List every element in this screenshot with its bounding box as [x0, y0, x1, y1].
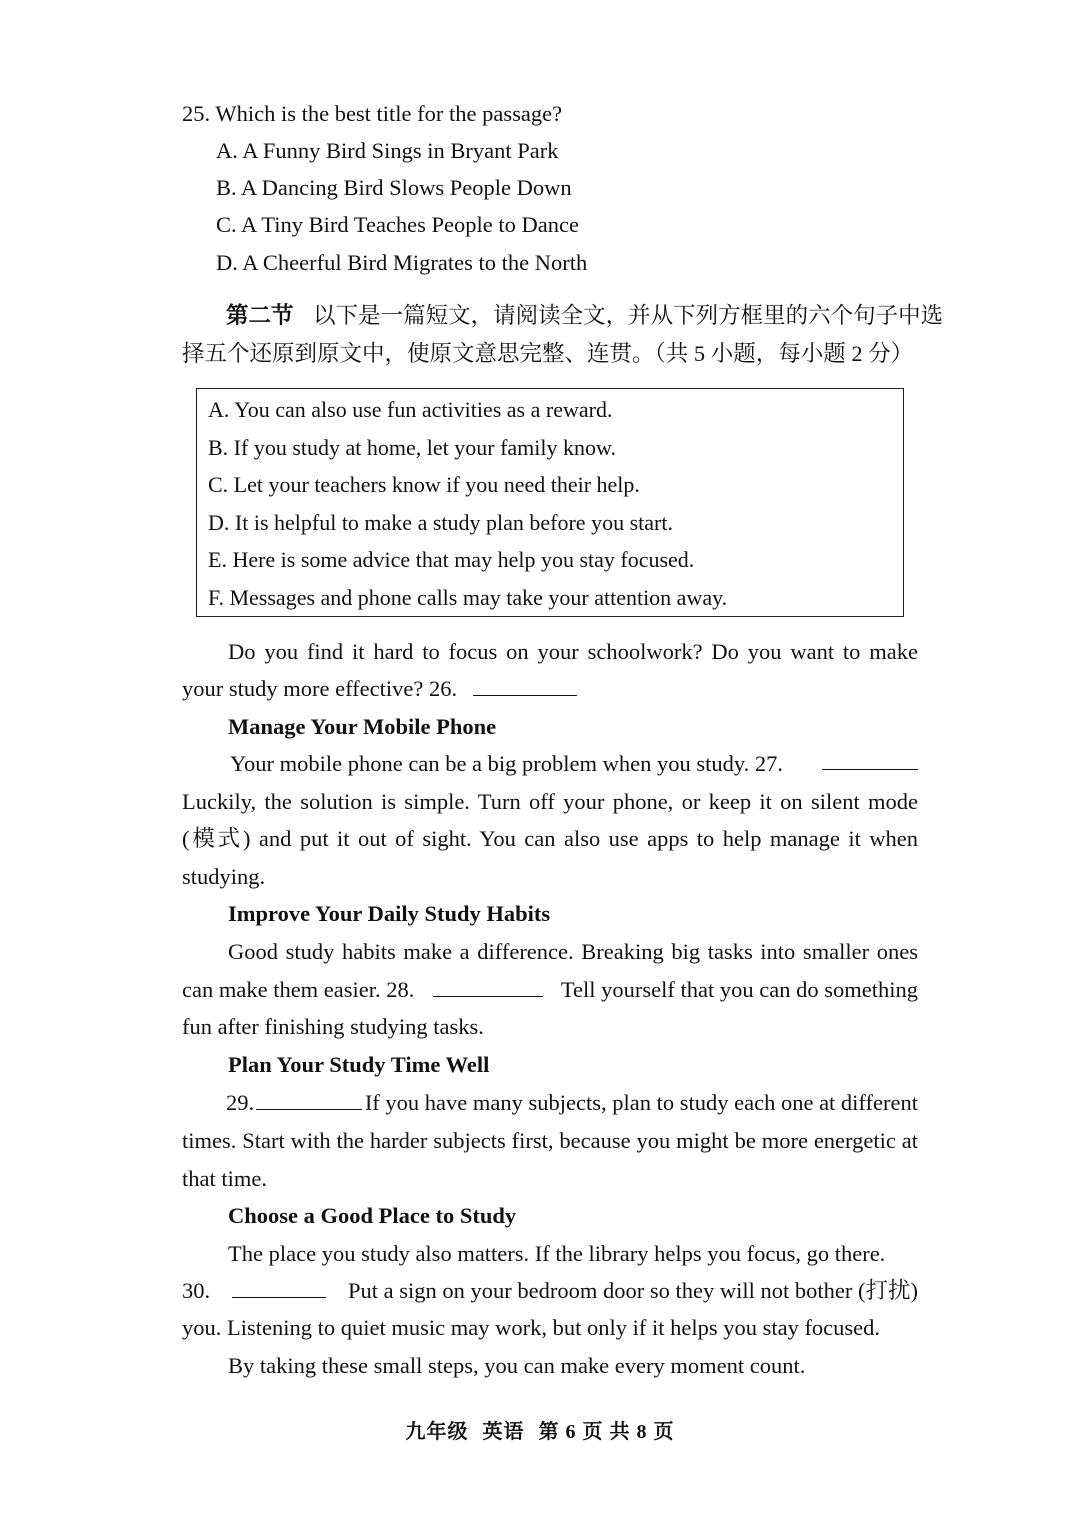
blank-30[interactable]: [232, 1277, 326, 1298]
section-instruction-line2: 择五个还原到原文中，使原文意思完整、连贯。（共 5 小题，每小题 2 分）: [182, 341, 914, 366]
p3-line1: [226, 1088, 918, 1118]
heading-study-place: Choose a Good Place to Study: [228, 1203, 517, 1228]
section-label: 第二节: [226, 303, 294, 328]
p3-line3: that time.: [182, 1166, 267, 1191]
section-instruction-line1: [226, 301, 944, 331]
section-instruction-text: 以下是一篇短文，请阅读全文，并从下列方框里的六个句子中选: [313, 303, 944, 328]
p1-line3: (模式) and put it out of sight. You can also use apps to help manage it when: [182, 826, 918, 851]
option-c: C. A Tiny Bird Teaches People to Dance: [216, 212, 579, 237]
p3-line1-text: If you have many subjects, plan to study each one at different: [364, 1090, 918, 1115]
blank-26[interactable]: [473, 675, 577, 696]
choice-d: D. It is helpful to make a study plan before you start.: [208, 510, 673, 535]
question-25: 25. Which is the best title for the passage?: [182, 101, 563, 126]
p4-line1: The place you study also matters. If the library helps you focus, go there.: [228, 1241, 886, 1266]
blank-27[interactable]: [822, 749, 918, 770]
p3-line2: times. Start with the harder subjects first, because you might be more energetic at: [182, 1128, 918, 1153]
page-footer: [0, 1418, 1080, 1446]
choice-b: B. If you study at home, let your family know.: [208, 435, 616, 460]
heading-study-time: Plan Your Study Time Well: [228, 1052, 490, 1077]
heading-study-habits: Improve Your Daily Study Habits: [228, 901, 551, 926]
footer-page: 第 6 页 共 8 页: [538, 1421, 675, 1443]
choice-f: F. Messages and phone calls may take your attention away.: [208, 585, 728, 610]
choice-a: A. You can also use fun activities as a reward.: [208, 397, 613, 422]
p4-num: 30.: [182, 1278, 211, 1303]
intro-line2: [182, 674, 577, 704]
p4-line2: [182, 1276, 918, 1306]
blank-29[interactable]: [256, 1089, 362, 1110]
footer-subject: 英语: [482, 1421, 525, 1443]
intro-text: your study more effective? 26.: [182, 676, 458, 701]
blank-28[interactable]: [433, 976, 543, 997]
heading-mobile-phone: Manage Your Mobile Phone: [228, 714, 497, 739]
p2-line2-text-b: Tell yourself that you can do something: [560, 977, 918, 1002]
p4-line3: you. Listening to quiet music may work, but only if it helps you stay focused.: [182, 1315, 881, 1340]
closing-line: By taking these small steps, you can make every moment count.: [228, 1353, 806, 1378]
p3-num: 29.: [226, 1090, 255, 1115]
choice-c: C. Let your teachers know if you need their help.: [208, 472, 640, 497]
p2-line1: Good study habits make a difference. Breaking big tasks into smaller ones: [228, 939, 918, 964]
p2-line2: [182, 975, 918, 1005]
option-b: B. A Dancing Bird Slows People Down: [216, 175, 572, 200]
footer-grade: 九年级: [405, 1421, 469, 1443]
p1-line4: studying.: [182, 864, 266, 889]
choice-e: E. Here is some advice that may help you stay focused.: [208, 547, 695, 572]
p1-line2: Luckily, the solution is simple. Turn off your phone, or keep it on silent mode: [182, 789, 918, 814]
p4-line2-text: Put a sign on your bedroom door so they will not bother (打扰): [348, 1278, 918, 1303]
p2-line2-text-a: can make them easier. 28.: [182, 977, 415, 1002]
option-a: A. A Funny Bird Sings in Bryant Park: [216, 138, 559, 163]
p1-line1-text: Your mobile phone can be a big problem when you study. 27.: [230, 751, 784, 776]
p1-line1: [230, 749, 918, 779]
p2-line3: fun after finishing studying tasks.: [182, 1014, 484, 1039]
intro-line1: Do you find it hard to focus on your schoolwork? Do you want to make: [228, 639, 918, 664]
option-d: D. A Cheerful Bird Migrates to the North: [216, 250, 588, 275]
